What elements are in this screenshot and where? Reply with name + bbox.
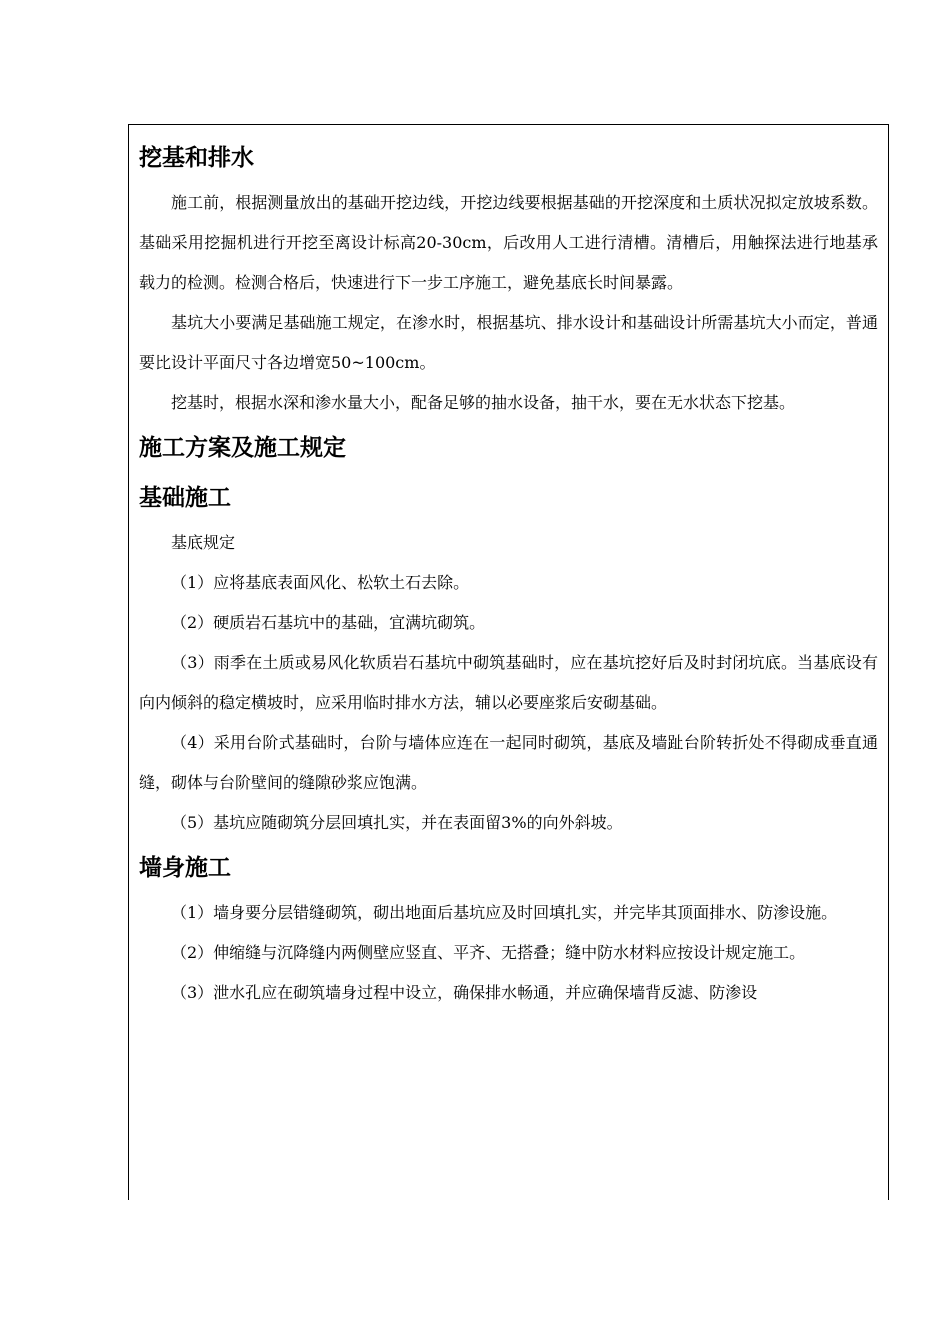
paragraph: 基坑大小要满足基础施工规定，在渗水时，根据基坑、排水设计和基础设计所需基坑大小而定，普通要比设计平面尺寸各边增宽50~100cm。	[139, 313, 878, 372]
list-item: （2）硬质岩石基坑中的基础，宜满坑砌筑。	[171, 613, 486, 632]
document-content	[129, 125, 888, 1013]
paragraph: 基底规定	[171, 533, 236, 552]
list-item: （4）采用台阶式基础时，台阶与墙体应连在一起同时砌筑，基底及墙趾台阶转折处不得砌成垂直通缝，砌体与台阶壁间的缝隙砂浆应饱满。	[139, 733, 878, 792]
list-item: （2）伸缩缝与沉降缝内两侧壁应竖直、平齐、无搭叠；缝中防水材料应按设计规定施工。	[171, 943, 806, 962]
paragraph: 挖基时，根据水深和渗水量大小，配备足够的抽水设备，抽干水，要在无水状态下挖基。	[171, 393, 796, 412]
list-item: （3）泄水孔应在砌筑墙身过程中设立，确保排水畅通，并应确保墙背反滤、防渗设	[171, 983, 758, 1002]
heading-construction-plan: 施工方案及施工规定	[139, 435, 346, 461]
list-item: （1）应将基底表面风化、松软土石去除。	[171, 573, 470, 592]
heading-excavation-drainage: 挖基和排水	[139, 145, 254, 171]
list-item: （5）基坑应随砌筑分层回填扎实，并在表面留3%的向外斜坡。	[171, 813, 623, 832]
document-frame	[128, 124, 889, 1200]
heading-foundation-construction: 基础施工	[139, 485, 231, 511]
list-item: （1）墙身要分层错缝砌筑，砌出地面后基坑应及时回填扎实，并完毕其顶面排水、防渗设施。	[171, 903, 838, 922]
paragraph: 施工前，根据测量放出的基础开挖边线，开挖边线要根据基础的开挖深度和土质状况拟定放坡系数。基础采用挖掘机进行开挖至离设计标高20-30cm，后改用人工进行清槽。清槽后，用触探法进行地基承载力的检测。检测合格后，快速进行下一步工序施工，避免基底长时间暴露。	[139, 193, 878, 292]
heading-wall-construction: 墙身施工	[139, 855, 231, 881]
list-item: （3）雨季在土质或易风化软质岩石基坑中砌筑基础时，应在基坑挖好后及时封闭坑底。当基底设有向内倾斜的稳定横坡时，应采用临时排水方法，辅以必要座浆后安砌基础。	[139, 653, 878, 712]
